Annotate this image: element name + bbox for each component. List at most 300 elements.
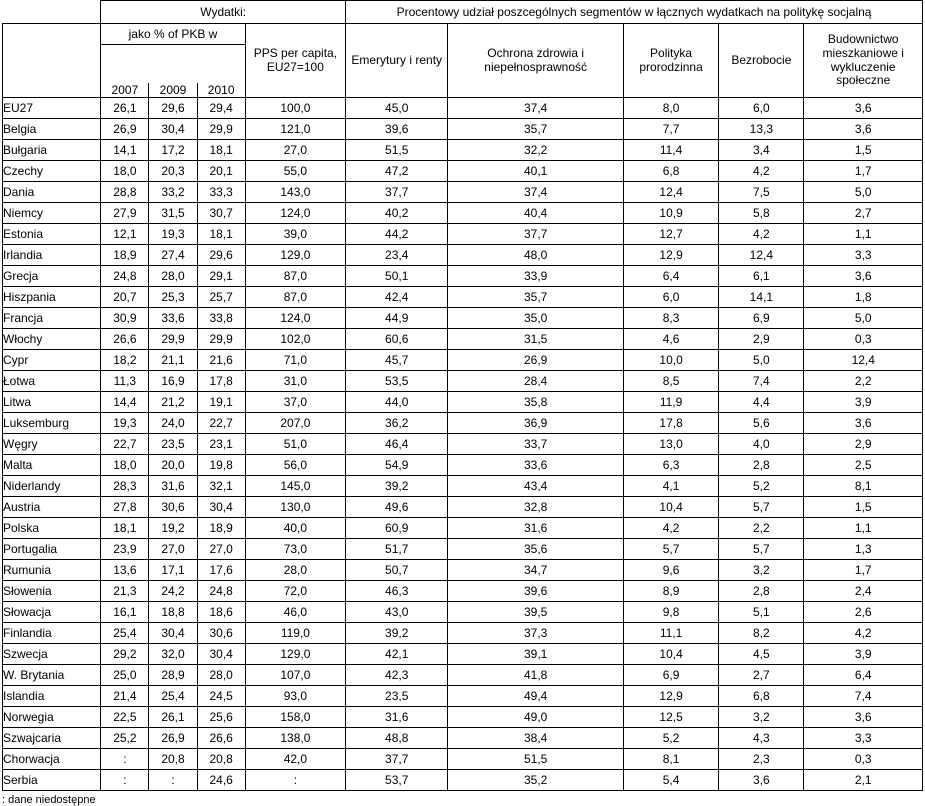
cell-value: 124,0 (245, 203, 345, 224)
cell-value: 17,2 (149, 140, 197, 161)
cell-value: 29,4 (197, 98, 245, 119)
table-row (3, 245, 923, 266)
table-row (3, 329, 923, 350)
row-country-label: EU27 (3, 98, 101, 119)
cell-value: 10,9 (623, 203, 718, 224)
row-country-label: Niemcy (3, 203, 101, 224)
table-row (3, 350, 923, 371)
cell-value: 14,1 (719, 287, 804, 308)
cell-value: 32,2 (448, 140, 624, 161)
cell-value: 3,6 (804, 119, 923, 140)
row-country-label: Finlandia (3, 623, 101, 644)
cell-value: 23,9 (101, 539, 149, 560)
cell-value: 23,5 (149, 434, 197, 455)
cell-value: 39,6 (346, 119, 448, 140)
cell-value: 31,6 (149, 476, 197, 497)
cell-value: 19,8 (197, 455, 245, 476)
cell-value: 5,1 (719, 602, 804, 623)
cell-value: 145,0 (245, 476, 345, 497)
row-country-label: Serbia (3, 770, 101, 791)
cell-value: 18,9 (197, 518, 245, 539)
cell-value: 39,6 (448, 581, 624, 602)
cell-value: 2,2 (719, 518, 804, 539)
cell-value: 40,1 (448, 161, 624, 182)
cell-value: 37,3 (448, 623, 624, 644)
header-year-2007: 2007 (101, 83, 149, 98)
cell-value: 3,6 (804, 98, 923, 119)
cell-value: 3,6 (804, 413, 923, 434)
cell-value: 25,4 (101, 623, 149, 644)
cell-value: 7,5 (719, 182, 804, 203)
cell-value: 26,1 (149, 707, 197, 728)
cell-value: 1,1 (804, 224, 923, 245)
cell-value: 32,8 (448, 497, 624, 518)
cell-value: 1,7 (804, 161, 923, 182)
cell-value: 11,3 (101, 371, 149, 392)
cell-value: 30,4 (149, 623, 197, 644)
cell-value: 13,0 (623, 434, 718, 455)
cell-value: 121,0 (245, 119, 345, 140)
cell-value: 37,4 (448, 98, 624, 119)
cell-value: : (149, 770, 197, 791)
cell-value: 17,8 (197, 371, 245, 392)
cell-value: 7,7 (623, 119, 718, 140)
cell-value: 2,6 (804, 602, 923, 623)
header-spacer-cell (101, 45, 245, 84)
cell-value: 12,4 (623, 182, 718, 203)
cell-value: 30,4 (197, 644, 245, 665)
row-country-label: Malta (3, 455, 101, 476)
cell-value: 24,2 (149, 581, 197, 602)
cell-value: 49,6 (346, 497, 448, 518)
cell-value: 33,8 (197, 308, 245, 329)
cell-value: 20,3 (149, 161, 197, 182)
row-country-label: Francja (3, 308, 101, 329)
cell-value: 30,6 (149, 497, 197, 518)
cell-value: 5,8 (719, 203, 804, 224)
cell-value: 5,7 (719, 497, 804, 518)
cell-value: 10,4 (623, 497, 718, 518)
cell-value: 35,7 (448, 119, 624, 140)
cell-value: 30,9 (101, 308, 149, 329)
cell-value: 3,6 (719, 770, 804, 791)
cell-value: 23,1 (197, 434, 245, 455)
footnote: : dane niedostępne (2, 794, 96, 806)
table-row (3, 224, 923, 245)
cell-value: 28,0 (245, 560, 345, 581)
cell-value: 18,9 (101, 245, 149, 266)
table-row (3, 413, 923, 434)
banner-right-title: Procentowy udział poszcególnych segmentów w łącznych wydatkach na politykę socjalną (346, 1, 923, 24)
row-country-label: Cypr (3, 350, 101, 371)
cell-value: 129,0 (245, 245, 345, 266)
cell-value: 102,0 (245, 329, 345, 350)
cell-value: 87,0 (245, 266, 345, 287)
cell-value: 5,2 (623, 728, 718, 749)
cell-value: 35,7 (448, 287, 624, 308)
cell-value: 36,2 (346, 413, 448, 434)
cell-value: 0,3 (804, 329, 923, 350)
header-group-row (3, 24, 923, 45)
row-country-label: Czechy (3, 161, 101, 182)
cell-value: 3,4 (719, 140, 804, 161)
cell-value: 12,9 (623, 245, 718, 266)
table-row (3, 434, 923, 455)
cell-value: 3,2 (719, 707, 804, 728)
row-country-label: Dania (3, 182, 101, 203)
cell-value: 3,6 (804, 266, 923, 287)
cell-value: 37,7 (346, 749, 448, 770)
cell-value: 56,0 (245, 455, 345, 476)
cell-value: 48,8 (346, 728, 448, 749)
cell-value: 23,4 (346, 245, 448, 266)
cell-value: 0,3 (804, 749, 923, 770)
cell-value: 6,4 (623, 266, 718, 287)
cell-value: 129,0 (245, 644, 345, 665)
cell-value: 3,2 (719, 560, 804, 581)
cell-value: 40,4 (448, 203, 624, 224)
cell-value: 28,0 (197, 665, 245, 686)
cell-value: 46,3 (346, 581, 448, 602)
table-row (3, 371, 923, 392)
header-ochrona-zdrowia: Ochrona zdrowia i niepełnosprawność (448, 24, 624, 98)
cell-value: 49,0 (448, 707, 624, 728)
cell-value: 39,1 (448, 644, 624, 665)
cell-value: 20,8 (197, 749, 245, 770)
cell-value: 6,8 (719, 686, 804, 707)
cell-value: 17,1 (149, 560, 197, 581)
cell-value: 138,0 (245, 728, 345, 749)
cell-value: 28,3 (101, 476, 149, 497)
table-row (3, 581, 923, 602)
cell-value: 34,7 (448, 560, 624, 581)
table-row (3, 455, 923, 476)
cell-value: 37,4 (448, 182, 624, 203)
cell-value: 18,8 (149, 602, 197, 623)
table-row (3, 623, 923, 644)
table-row (3, 287, 923, 308)
cell-value: 40,0 (245, 518, 345, 539)
cell-value: 29,9 (197, 329, 245, 350)
row-country-label: Rumunia (3, 560, 101, 581)
row-country-label: Słowenia (3, 581, 101, 602)
cell-value: 2,7 (719, 665, 804, 686)
row-country-label: Niderlandy (3, 476, 101, 497)
cell-value: 5,7 (719, 539, 804, 560)
table-row (3, 98, 923, 119)
cell-value: 26,9 (101, 119, 149, 140)
cell-value: 50,7 (346, 560, 448, 581)
cell-value: 24,8 (197, 581, 245, 602)
cell-value: 2,7 (804, 203, 923, 224)
cell-value: 28,8 (101, 182, 149, 203)
cell-value: 93,0 (245, 686, 345, 707)
cell-value: 22,7 (197, 413, 245, 434)
cell-value: 33,7 (448, 434, 624, 455)
cell-value: 4,1 (623, 476, 718, 497)
row-country-label: Litwa (3, 392, 101, 413)
cell-value: 5,4 (623, 770, 718, 791)
row-country-label: Hiszpania (3, 287, 101, 308)
cell-value: 27,0 (197, 539, 245, 560)
cell-value: 8,5 (623, 371, 718, 392)
row-country-label: Szwecja (3, 644, 101, 665)
cell-value: 9,8 (623, 602, 718, 623)
cell-value: 12,9 (623, 686, 718, 707)
cell-value: 6,9 (623, 665, 718, 686)
cell-value: 43,4 (448, 476, 624, 497)
cell-value: 51,5 (448, 749, 624, 770)
cell-value: 32,0 (149, 644, 197, 665)
header-year-2009: 2009 (149, 83, 197, 98)
cell-value: 17,6 (197, 560, 245, 581)
cell-value: 5,0 (719, 350, 804, 371)
cell-value: 5,2 (719, 476, 804, 497)
table-row (3, 182, 923, 203)
cell-value: 20,0 (149, 455, 197, 476)
table-body (3, 98, 923, 791)
cell-value: 2,8 (719, 581, 804, 602)
cell-value: 1,1 (804, 518, 923, 539)
cell-value: 14,4 (101, 392, 149, 413)
cell-value: 27,9 (101, 203, 149, 224)
table-row (3, 518, 923, 539)
corner-cell (3, 24, 101, 98)
cell-value: 29,2 (101, 644, 149, 665)
cell-value: 7,4 (804, 686, 923, 707)
cell-value: 2,5 (804, 455, 923, 476)
cell-value: 119,0 (245, 623, 345, 644)
cell-value: 72,0 (245, 581, 345, 602)
cell-value: 8,9 (623, 581, 718, 602)
cell-value: 29,6 (197, 245, 245, 266)
cell-value: 4,2 (719, 161, 804, 182)
cell-value: 7,4 (719, 371, 804, 392)
cell-value: 1,5 (804, 497, 923, 518)
cell-value: 18,1 (197, 140, 245, 161)
cell-value: 5,7 (623, 539, 718, 560)
cell-value: 8,1 (804, 476, 923, 497)
cell-value: 2,9 (719, 329, 804, 350)
cell-value: 21,2 (149, 392, 197, 413)
cell-value: 2,3 (719, 749, 804, 770)
cell-value: 35,0 (448, 308, 624, 329)
cell-value: 6,4 (804, 665, 923, 686)
row-country-label: Łotwa (3, 371, 101, 392)
cell-value: 35,2 (448, 770, 624, 791)
cell-value: 29,9 (149, 329, 197, 350)
cell-value: 6,9 (719, 308, 804, 329)
table-row (3, 539, 923, 560)
cell-value: 13,3 (719, 119, 804, 140)
cell-value: 2,4 (804, 581, 923, 602)
cell-value: 42,0 (245, 749, 345, 770)
cell-value: 11,9 (623, 392, 718, 413)
cell-value: 27,0 (245, 140, 345, 161)
cell-value: 207,0 (245, 413, 345, 434)
cell-value: 30,4 (149, 119, 197, 140)
cell-value: 31,6 (346, 707, 448, 728)
table-row (3, 266, 923, 287)
cell-value: 16,9 (149, 371, 197, 392)
cell-value: 13,6 (101, 560, 149, 581)
cell-value: 32,1 (197, 476, 245, 497)
table-row (3, 707, 923, 728)
cell-value: 5,0 (804, 182, 923, 203)
cell-value: 26,6 (101, 329, 149, 350)
cell-value: 37,0 (245, 392, 345, 413)
cell-value: 33,6 (149, 308, 197, 329)
cell-value: 25,6 (197, 707, 245, 728)
cell-value: 14,1 (101, 140, 149, 161)
row-country-label: Irlandia (3, 245, 101, 266)
cell-value: : (101, 770, 149, 791)
cell-value: 46,0 (245, 602, 345, 623)
cell-value: 27,4 (149, 245, 197, 266)
cell-value: 31,5 (448, 329, 624, 350)
cell-value: 20,1 (197, 161, 245, 182)
cell-value: 10,4 (623, 644, 718, 665)
table-row (3, 392, 923, 413)
table-row (3, 686, 923, 707)
cell-value: 12,7 (623, 224, 718, 245)
cell-value: 29,1 (197, 266, 245, 287)
cell-value: 10,0 (623, 350, 718, 371)
cell-value: 11,4 (623, 140, 718, 161)
cell-value: 44,2 (346, 224, 448, 245)
cell-value: 26,9 (448, 350, 624, 371)
cell-value: 3,6 (804, 707, 923, 728)
cell-value: 38,4 (448, 728, 624, 749)
cell-value: 2,9 (804, 434, 923, 455)
cell-value: 87,0 (245, 287, 345, 308)
cell-value: 46,4 (346, 434, 448, 455)
cell-value: 25,7 (197, 287, 245, 308)
cell-value: 11,1 (623, 623, 718, 644)
table-row (3, 665, 923, 686)
cell-value: 6,1 (719, 266, 804, 287)
cell-value: 3,3 (804, 245, 923, 266)
cell-value: 53,7 (346, 770, 448, 791)
cell-value: 53,5 (346, 371, 448, 392)
banner-row (3, 1, 923, 24)
cell-value: : (101, 749, 149, 770)
cell-value: 23,5 (346, 686, 448, 707)
row-country-label: W. Brytania (3, 665, 101, 686)
cell-value: 19,2 (149, 518, 197, 539)
cell-value: 18,1 (101, 518, 149, 539)
table-row (3, 497, 923, 518)
header-pps: PPS per capita, EU27=100 (245, 24, 345, 98)
cell-value: 39,5 (448, 602, 624, 623)
cell-value: 27,8 (101, 497, 149, 518)
cell-value: 37,7 (448, 224, 624, 245)
cell-value: 17,8 (623, 413, 718, 434)
table-row (3, 770, 923, 791)
row-country-label: Szwajcaria (3, 728, 101, 749)
cell-value: 1,8 (804, 287, 923, 308)
cell-value: 24,5 (197, 686, 245, 707)
cell-value: 21,6 (197, 350, 245, 371)
cell-value: 28,4 (448, 371, 624, 392)
cell-value: 25,4 (149, 686, 197, 707)
cell-value: 3,3 (804, 728, 923, 749)
cell-value: 60,6 (346, 329, 448, 350)
cell-value: 4,5 (719, 644, 804, 665)
cell-value: 4,3 (719, 728, 804, 749)
cell-value: 18,2 (101, 350, 149, 371)
table-row (3, 749, 923, 770)
header-emerytury: Emerytury i renty (346, 24, 448, 98)
table-row (3, 140, 923, 161)
cell-value: 12,1 (101, 224, 149, 245)
cell-value: 24,6 (197, 770, 245, 791)
row-country-label: Słowacja (3, 602, 101, 623)
cell-value: 130,0 (245, 497, 345, 518)
row-country-label: Chorwacja (3, 749, 101, 770)
cell-value: 16,1 (101, 602, 149, 623)
pkb-group-header: jako % of PKB w (101, 24, 245, 45)
row-country-label: Grecja (3, 266, 101, 287)
cell-value: 19,1 (197, 392, 245, 413)
cell-value: 19,3 (149, 224, 197, 245)
cell-value: 5,6 (719, 413, 804, 434)
cell-value: 24,0 (149, 413, 197, 434)
cell-value: 22,5 (101, 707, 149, 728)
cell-value: 48,0 (448, 245, 624, 266)
cell-value: 2,1 (804, 770, 923, 791)
social-spending-table (2, 0, 923, 791)
cell-value: : (245, 770, 345, 791)
table-row (3, 161, 923, 182)
row-country-label: Luksemburg (3, 413, 101, 434)
cell-value: 35,8 (448, 392, 624, 413)
cell-value: 29,9 (197, 119, 245, 140)
cell-value: 45,0 (346, 98, 448, 119)
cell-value: 3,9 (804, 644, 923, 665)
row-country-label: Włochy (3, 329, 101, 350)
cell-value: 29,6 (149, 98, 197, 119)
cell-value: 26,9 (149, 728, 197, 749)
cell-value: 31,5 (149, 203, 197, 224)
cell-value: 31,6 (448, 518, 624, 539)
cell-value: 107,0 (245, 665, 345, 686)
cell-value: 51,5 (346, 140, 448, 161)
cell-value: 40,2 (346, 203, 448, 224)
cell-value: 18,1 (197, 224, 245, 245)
cell-value: 4,6 (623, 329, 718, 350)
cell-value: 30,6 (197, 623, 245, 644)
table-row (3, 119, 923, 140)
cell-value: 100,0 (245, 98, 345, 119)
row-country-label: Belgia (3, 119, 101, 140)
cell-value: 4,2 (804, 623, 923, 644)
cell-value: 8,3 (623, 308, 718, 329)
cell-value: 8,0 (623, 98, 718, 119)
cell-value: 9,6 (623, 560, 718, 581)
cell-value: 24,8 (101, 266, 149, 287)
cell-value: 36,9 (448, 413, 624, 434)
cell-value: 18,6 (197, 602, 245, 623)
cell-value: 39,2 (346, 623, 448, 644)
cell-value: 12,4 (804, 350, 923, 371)
cell-value: 71,0 (245, 350, 345, 371)
cell-value: 20,8 (149, 749, 197, 770)
cell-value: 28,0 (149, 266, 197, 287)
row-country-label: Węgry (3, 434, 101, 455)
cell-value: 1,5 (804, 140, 923, 161)
cell-value: 31,0 (245, 371, 345, 392)
